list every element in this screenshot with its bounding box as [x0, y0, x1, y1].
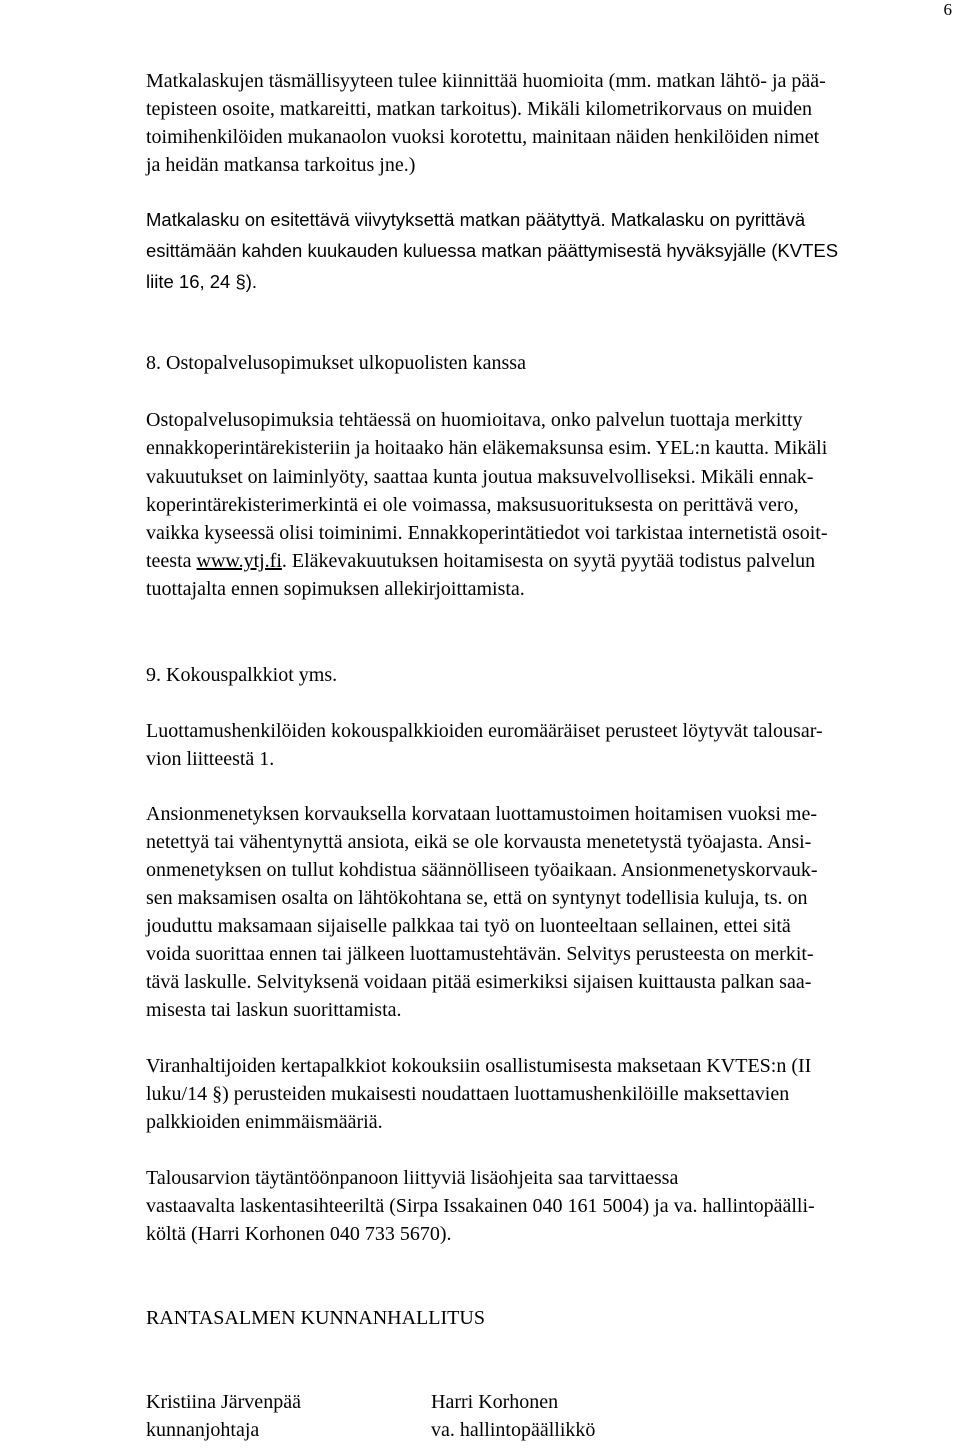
paragraph-line: liite 16, 24 §).: [146, 271, 258, 292]
paragraph-line: Matkalasku on esitettävä viivytyksettä matkan päätyttyä. Matkalasku on pyrittävä: [146, 209, 806, 230]
paragraph-line: tävä laskulle. Selvityksenä voidaan pitää esimerkiksi sijaisen kuittausta palkan saa-: [146, 971, 812, 993]
paragraph-line: vaikka kyseessä olisi toiminimi. Ennakkoperintätiedot voi tarkistaa internetistä osoit-: [146, 522, 828, 544]
link-prefix: teesta: [146, 550, 197, 572]
paragraph-line: sen maksamisen osalta on lähtökohtana se, että on syntynyt todellisia kuluja, ts. on: [146, 887, 808, 909]
signer-title: kunnanjohtaja: [146, 1419, 260, 1441]
organization-name: RANTASALMEN KUNNANHALLITUS: [146, 1307, 485, 1329]
paragraph-line: toimihenkilöiden mukanaolon vuoksi korotettu, mainitaan näiden henkilöiden nimet: [146, 126, 820, 148]
paragraph-line: ennakkoperintärekisteriin ja hoitaako hän eläkemaksunsa esim. YEL:n kautta. Mikäli: [146, 437, 828, 459]
paragraph-line: Luottamushenkilöiden kokouspalkkioiden euromääräiset perusteet löytyvät talousar-: [146, 720, 823, 742]
paragraph-line: Talousarvion täytäntöönpanoon liittyviä lisäohjeita saa tarvittaessa: [146, 1167, 679, 1189]
page-number: 6: [943, 0, 952, 19]
paragraph-line: luku/14 §) perusteiden mukaisesti noudattaen luottamushenkilöille maksettavien: [146, 1083, 790, 1105]
paragraph-line: tepisteen osoite, matkareitti, matkan tarkoitus). Mikäli kilometrikorvaus on muiden: [146, 98, 812, 120]
ytj-link[interactable]: www.ytj.fi: [196, 550, 282, 572]
section-heading: 9. Kokouspalkkiot yms.: [146, 664, 338, 686]
paragraph-line: netettyä tai vähentynyttä ansiota, eikä se ole korvausta menetetystä työajasta. Ansi-: [146, 831, 812, 853]
paragraph-line: misesta tai laskun suorittamista.: [146, 999, 402, 1021]
paragraph-line: Ansionmenetyksen korvauksella korvataan luottamustoimen hoitamisen vuoksi me-: [146, 803, 817, 825]
paragraph-line: koperintärekisterimerkintä ei ole voimassa, maksusuorituksesta on perittävä vero,: [146, 494, 799, 516]
signer-name: Harri Korhonen: [431, 1391, 559, 1413]
paragraph-line: Ostopalvelusopimuksia tehtäessä on huomioitava, onko palvelun tuottaja merkitty: [146, 409, 803, 431]
paragraph-line: vastaavalta laskentasihteeriltä (Sirpa Issakainen 040 161 5004) ja va. hallintopäälli-: [146, 1195, 815, 1217]
paragraph-line: Viranhaltijoiden kertapalkkiot kokouksiin osallistumisesta maksetaan KVTES:n (II: [146, 1055, 812, 1077]
signer-title: va. hallintopäällikkö: [431, 1419, 596, 1441]
link-suffix: . Eläkevakuutuksen hoitamisesta on syytä pyytää todistus palvelun: [281, 550, 816, 572]
paragraph-line: vion liitteestä 1.: [146, 748, 275, 770]
paragraph-line: Matkalaskujen täsmällisyyteen tulee kiinnittää huomioita (mm. matkan lähtö- ja pää-: [146, 70, 826, 92]
paragraph-line: voida suorittaa ennen tai jälkeen luottamustehtävän. Selvitys perusteesta on merkit-: [146, 943, 814, 965]
paragraph-line: tuottajalta ennen sopimuksen allekirjoittamista.: [146, 578, 525, 600]
paragraph-line: vakuutukset on laiminlyöty, saattaa kunta joutua maksuvelvolliseksi. Mikäli ennak-: [146, 466, 814, 488]
paragraph-line: esittämään kahden kuukauden kuluessa matkan päättymisestä hyväksyjälle (KVTES: [146, 240, 839, 261]
signer-name: Kristiina Järvenpää: [146, 1391, 301, 1413]
paragraph-line: költä (Harri Korhonen 040 733 5670).: [146, 1223, 452, 1245]
section-heading: 8. Ostopalvelusopimukset ulkopuolisten kanssa: [146, 352, 526, 374]
paragraph-line: onmenetyksen on tullut kohdistua säännölliseen työaikaan. Ansionmenetyskorvauk-: [146, 859, 818, 881]
paragraph-line: [146, 550, 815, 572]
paragraph-line: palkkioiden enimmäismääriä.: [146, 1111, 383, 1133]
paragraph-line: jouduttu maksamaan sijaiselle palkkaa tai työ on luonteeltaan sellainen, ettei sitä: [146, 915, 791, 937]
paragraph-line: ja heidän matkansa tarkoitus jne.): [146, 154, 416, 176]
